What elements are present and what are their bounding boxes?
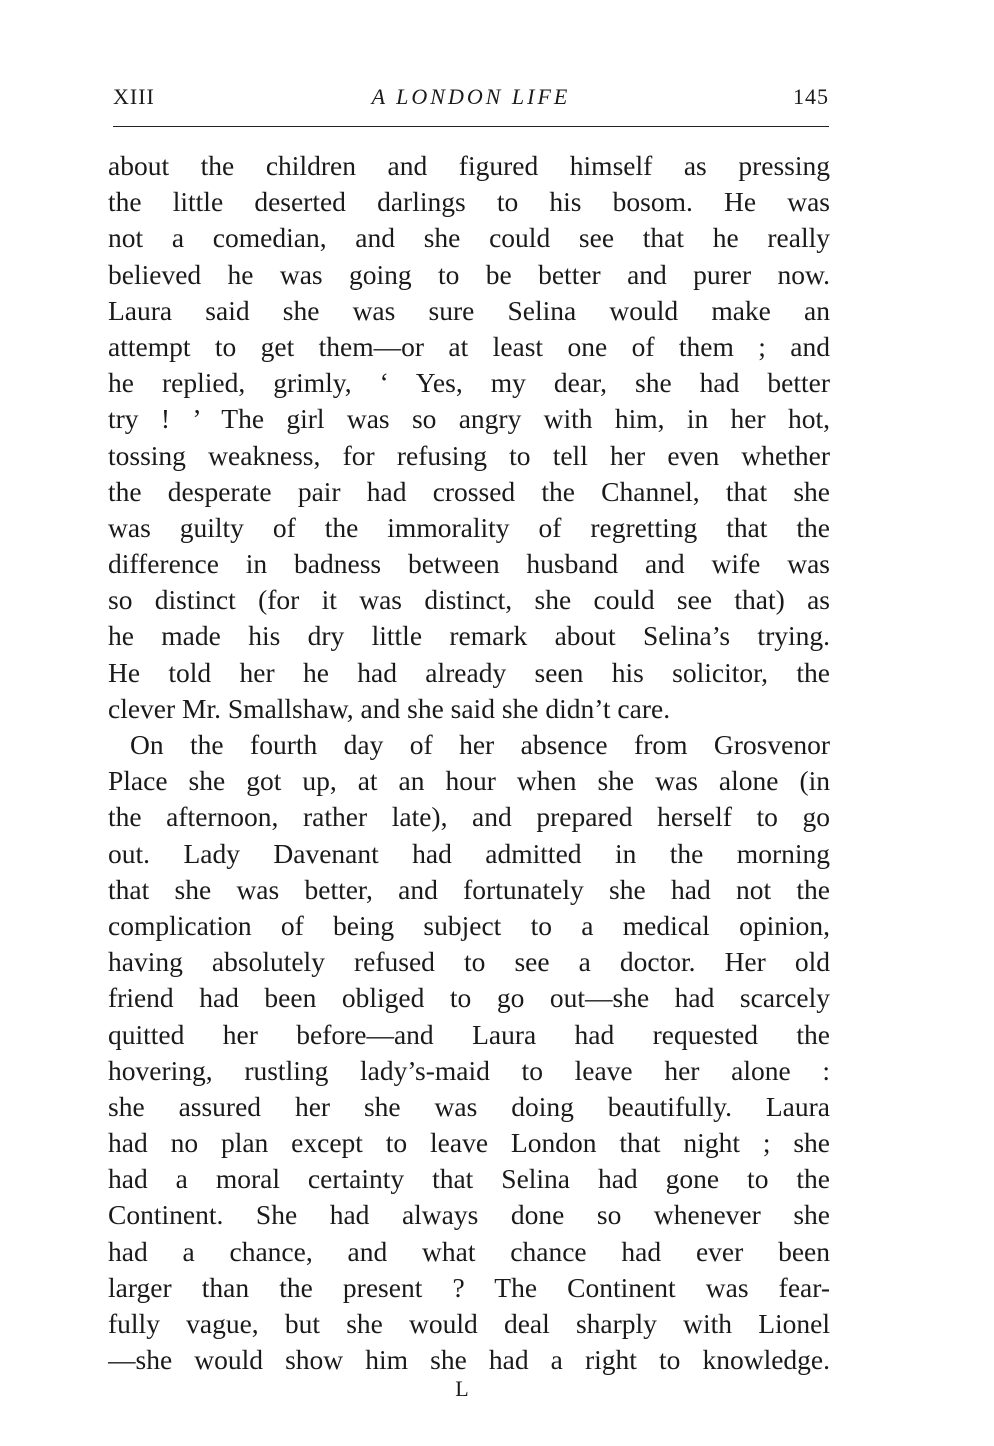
text-line: hovering, rustling lady’s-maid to leave her alone :	[108, 1054, 830, 1086]
body-text	[108, 148, 830, 1378]
text-line: clever Mr. Smallshaw, and she said she didn’t care.	[108, 692, 671, 724]
text-line: On the fourth day of her absence from Grosvenor	[130, 729, 830, 760]
running-title: A LONDON LIFE	[371, 84, 571, 109]
text-line: out. Lady Davenant had admitted in the morning	[108, 837, 830, 869]
text-line: attempt to get them—or at least one of them ; and	[108, 330, 830, 362]
text-line: He told her he had already seen his solicitor, the	[108, 656, 830, 688]
header-rule	[113, 126, 829, 127]
text-line: about the children and figured himself as pressing	[108, 150, 830, 181]
text-line: Continent. She had always done so whenever she	[108, 1199, 830, 1231]
page-number: 145	[793, 84, 829, 109]
text-line: —she would show him she had a right to knowledge.	[108, 1344, 830, 1376]
text-line: not a comedian, and she could see that he really	[108, 222, 830, 254]
text-line: was guilty of the immorality of regretting that the	[108, 511, 830, 543]
running-head	[113, 84, 829, 114]
text-line: quitted her before—and Laura had requested the	[108, 1018, 830, 1050]
text-line: friend had been obliged to go out—she had scarcely	[108, 982, 830, 1014]
text-line: believed he was going to be better and purer now.	[108, 258, 830, 290]
text-line: complication of being subject to a medical opinion,	[108, 909, 830, 941]
text-line: had a chance, and what chance had ever been	[108, 1235, 830, 1267]
text-line: try ! ’ The girl was so angry with him, in her hot,	[108, 403, 830, 435]
text-line: Place she got up, at an hour when she was alone (in	[108, 765, 830, 797]
text-line: the afternoon, rather late), and prepared herself to go	[108, 801, 830, 833]
text-line: the little deserted darlings to his bosom. He was	[108, 186, 830, 218]
chapter-number: XIII	[113, 84, 155, 109]
text-line: she assured her she was doing beautifully. Laura	[108, 1090, 830, 1122]
text-line: he made his dry little remark about Selina’s trying.	[108, 620, 830, 652]
signature-mark: L	[455, 1376, 469, 1401]
text-line: that she was better, and fortunately she had not the	[108, 873, 830, 905]
text-line: difference in badness between husband and wife was	[108, 548, 830, 580]
text-line: so distinct (for it was distinct, she could see that) as	[108, 584, 830, 616]
text-line: larger than the present ? The Continent was fear-	[108, 1271, 830, 1303]
text-line: Laura said she was sure Selina would make an	[108, 294, 830, 326]
text-line: tossing weakness, for refusing to tell her even whether	[108, 439, 830, 471]
text-line: having absolutely refused to see a doctor. Her old	[108, 946, 830, 978]
text-line: had a moral certainty that Selina had gone to the	[108, 1163, 830, 1195]
text-line: had no plan except to leave London that night ; she	[108, 1127, 830, 1159]
text-line: the desperate pair had crossed the Channel, that she	[108, 475, 830, 507]
text-line: fully vague, but she would deal sharply with Lionel	[108, 1308, 830, 1339]
text-line: he replied, grimly, ‘ Yes, my dear, she had better	[108, 367, 830, 399]
